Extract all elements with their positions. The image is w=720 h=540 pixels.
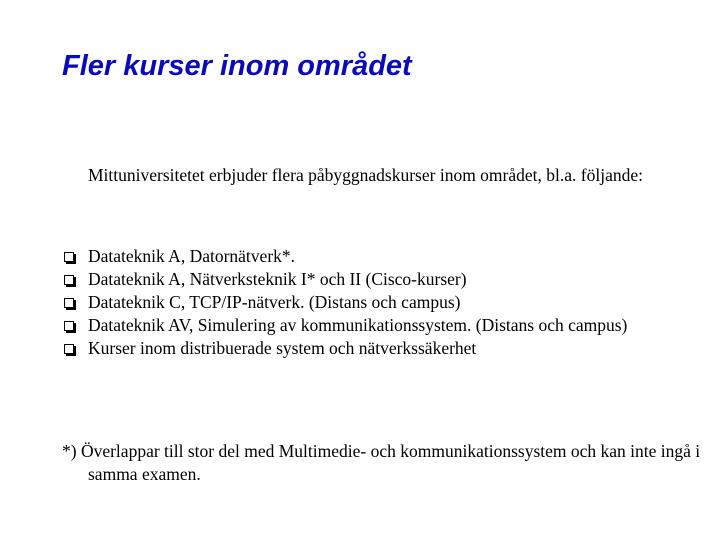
course-list [62, 245, 692, 360]
intro-text: Mittuniversitetet erbjuder flera påbyggnadskurser inom området, bl.a. följande: [88, 165, 643, 185]
list-item [62, 314, 692, 337]
list-item-text: Datateknik C, TCP/IP-nätverk. (Distans och campus) [88, 292, 461, 312]
slide-title: Fler kurser inom området [62, 50, 412, 82]
list-item [62, 337, 692, 360]
list-item [62, 291, 692, 314]
hollow-square-bullet-icon [64, 252, 74, 262]
list-item [62, 268, 692, 291]
hollow-square-bullet-icon [64, 344, 74, 354]
hollow-square-bullet-icon [64, 321, 74, 331]
list-item-text: Kurser inom distribuerade system och nätverkssäkerhet [88, 338, 477, 358]
hollow-square-bullet-icon [64, 275, 74, 285]
list-item-text: Datateknik A, Nätverksteknik I* och II (Cisco-kurser) [88, 269, 467, 289]
footnote: *) Överlappar till stor del med Multimedie- och kommunikationssystem och kan inte ingå i samma examen. [62, 441, 701, 484]
hollow-square-bullet-icon [64, 298, 74, 308]
list-item-text: Datateknik A, Datornätverk*. [88, 246, 296, 266]
list-item-text: Datateknik AV, Simulering av kommunikationssystem. (Distans och campus) [88, 315, 628, 335]
list-item [62, 245, 692, 268]
